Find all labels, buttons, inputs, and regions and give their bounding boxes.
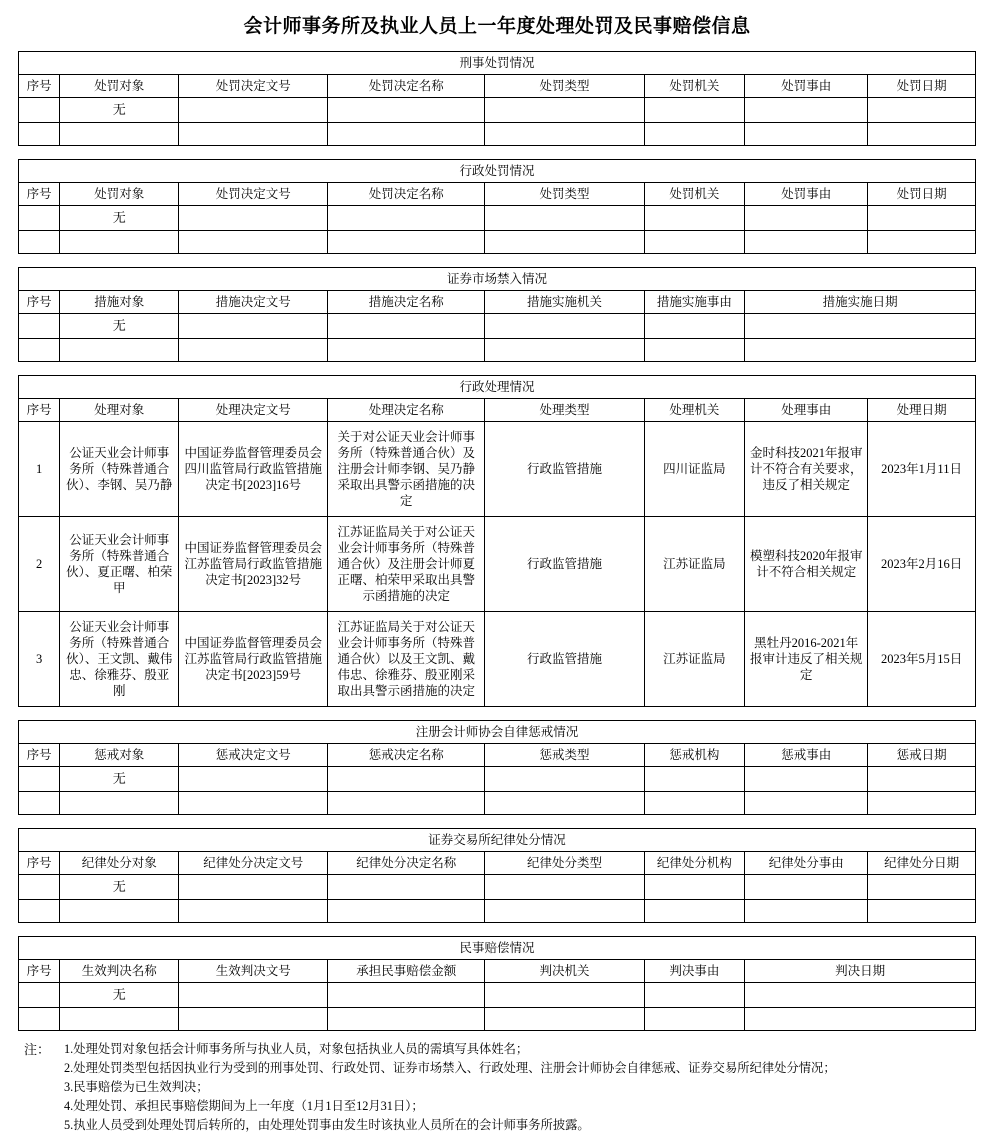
empty-cell: [179, 982, 328, 1007]
empty-cell: [644, 1007, 745, 1030]
column-header: 处罚机关: [644, 182, 745, 205]
empty-cell: [328, 766, 485, 791]
empty-row-cpa-association-discipline: [19, 766, 976, 791]
section-title-row-civil-compensation: [19, 936, 976, 959]
empty-cell: [328, 313, 485, 338]
section-title-administrative-handling: 行政处理情况: [19, 375, 976, 398]
empty-cell: [644, 313, 745, 338]
cell-reason: 模塑科技2020年报审计不符合相关规定: [745, 516, 868, 611]
empty-cell: [868, 205, 976, 230]
column-header: 处罚对象: [60, 182, 179, 205]
empty-cell: [179, 230, 328, 253]
empty-cell: [485, 899, 644, 922]
section-title-civil-compensation: 民事赔偿情况: [19, 936, 976, 959]
column-header: 纪律处分决定文号: [179, 851, 328, 874]
empty-cell: [644, 874, 745, 899]
cell-index: 1: [19, 421, 60, 516]
column-header: 惩戒对象: [60, 743, 179, 766]
column-header: 序号: [19, 851, 60, 874]
section-title-row-exchange-discipline: [19, 828, 976, 851]
empty-cell: [60, 791, 179, 814]
column-header: 处罚事由: [745, 74, 868, 97]
blank-row-criminal-penalty: [19, 122, 976, 145]
empty-cell: [328, 982, 485, 1007]
column-header: 纪律处分日期: [868, 851, 976, 874]
empty-cell: [868, 97, 976, 122]
column-header: 惩戒事由: [745, 743, 868, 766]
empty-cell: [644, 982, 745, 1007]
empty-cell: [179, 122, 328, 145]
column-header: 处理机关: [644, 398, 745, 421]
column-header: 处罚决定文号: [179, 182, 328, 205]
empty-cell: [868, 122, 976, 145]
cell-type: 行政监管措施: [485, 611, 644, 706]
column-header: 处罚决定文号: [179, 74, 328, 97]
cell-authority: 四川证监局: [644, 421, 745, 516]
empty-cell: [19, 122, 60, 145]
spacer-cell: [19, 253, 976, 267]
empty-cell: [485, 313, 644, 338]
none-marker-cell: 无: [60, 766, 179, 791]
empty-cell: [328, 874, 485, 899]
footnotes: [0, 1040, 994, 1135]
cell-decision-number: 中国证券监督管理委员会江苏监管局行政监管措施决定书[2023]32号: [179, 516, 328, 611]
footnote-item: 4.处理处罚、承担民事赔偿期间为上一年度（1月1日至12月31日）；: [64, 1099, 424, 1114]
empty-cell: [745, 230, 868, 253]
empty-cell: [328, 97, 485, 122]
header-row-administrative-penalty: [19, 182, 976, 205]
empty-cell: [485, 982, 644, 1007]
cell-object: 公证天业会计师事务所（特殊普通合伙）、李钢、吴乃静: [60, 421, 179, 516]
empty-cell: [485, 791, 644, 814]
none-marker-cell: 无: [60, 97, 179, 122]
footnotes-label: 注：: [24, 1041, 51, 1057]
spacer-cell: [19, 814, 976, 828]
footnote-item: 5.执业人员受到处理处罚后转所的，由处理处罚事由发生时该执业人员所在的会计师事务所披露。: [64, 1118, 590, 1133]
column-header: 措施实施事由: [644, 290, 745, 313]
column-header: 措施决定文号: [179, 290, 328, 313]
cell-date: 2023年2月16日: [868, 516, 976, 611]
footnote-item: 2.处理处罚类型包括因执业行为受到的刑事处罚、行政处罚、证券市场禁入、行政处理、注册会计师协会自律惩戒、证券交易所纪律处分情况；: [64, 1060, 836, 1075]
empty-cell: [19, 982, 60, 1007]
section-title-row-administrative-handling: [19, 375, 976, 398]
section-spacer: [19, 922, 976, 936]
empty-cell: [179, 791, 328, 814]
column-header: 处理日期: [868, 398, 976, 421]
column-header: 判决日期: [745, 959, 976, 982]
empty-cell: [745, 122, 868, 145]
empty-cell: [745, 313, 976, 338]
empty-cell: [868, 874, 976, 899]
empty-cell: [19, 205, 60, 230]
spacer-cell: [19, 922, 976, 936]
empty-cell: [179, 338, 328, 361]
empty-cell: [179, 899, 328, 922]
column-header: 纪律处分类型: [485, 851, 644, 874]
footnote-item: 1.处理处罚对象包括会计师事务所与执业人员，对象包括执业人员的需填写具体姓名；: [64, 1041, 529, 1056]
header-row-exchange-discipline: [19, 851, 976, 874]
empty-cell: [328, 899, 485, 922]
empty-cell: [644, 230, 745, 253]
section-title-cpa-association-discipline: 注册会计师协会自律惩戒情况: [19, 720, 976, 743]
empty-cell: [328, 122, 485, 145]
column-header: 序号: [19, 182, 60, 205]
empty-cell: [745, 338, 976, 361]
column-header: 惩戒机构: [644, 743, 745, 766]
empty-cell: [644, 338, 745, 361]
table-row: [19, 516, 976, 611]
empty-row-exchange-discipline: [19, 874, 976, 899]
empty-cell: [644, 97, 745, 122]
empty-cell: [485, 205, 644, 230]
column-header: 序号: [19, 74, 60, 97]
column-header: 判决事由: [644, 959, 745, 982]
column-header: 序号: [19, 959, 60, 982]
section-title-securities-market-ban: 证券市场禁入情况: [19, 267, 976, 290]
empty-cell: [328, 205, 485, 230]
column-header: 序号: [19, 290, 60, 313]
cell-index: 2: [19, 516, 60, 611]
empty-cell: [60, 1007, 179, 1030]
cell-decision-name: 关于对公证天业会计师事务所（特殊普通合伙）及注册会计师李钢、吴乃静采取出具警示函措施的决定: [328, 421, 485, 516]
cell-reason: 金时科技2021年报审计不符合有关要求，违反了相关规定: [745, 421, 868, 516]
column-header: 措施对象: [60, 290, 179, 313]
none-marker-cell: 无: [60, 874, 179, 899]
empty-cell: [19, 313, 60, 338]
empty-cell: [485, 122, 644, 145]
empty-cell: [19, 1007, 60, 1030]
column-header: 处理决定文号: [179, 398, 328, 421]
empty-row-civil-compensation: [19, 982, 976, 1007]
cell-index: 3: [19, 611, 60, 706]
empty-cell: [179, 1007, 328, 1030]
column-header: 处罚决定名称: [328, 182, 485, 205]
table-row: [19, 421, 976, 516]
empty-cell: [745, 899, 868, 922]
column-header: 承担民事赔偿金额: [328, 959, 485, 982]
column-header: 惩戒决定文号: [179, 743, 328, 766]
column-header: 纪律处分机构: [644, 851, 745, 874]
empty-cell: [868, 791, 976, 814]
empty-cell: [644, 791, 745, 814]
footnotes-list: [64, 1040, 976, 1135]
footnote-item: 3.民事赔偿为已生效判决；: [64, 1079, 209, 1094]
blank-row-administrative-penalty: [19, 230, 976, 253]
empty-cell: [19, 97, 60, 122]
section-spacer: [19, 361, 976, 375]
column-header: 处罚决定名称: [328, 74, 485, 97]
empty-cell: [868, 899, 976, 922]
column-header: 序号: [19, 398, 60, 421]
empty-cell: [328, 791, 485, 814]
empty-cell: [485, 874, 644, 899]
header-row-criminal-penalty: [19, 74, 976, 97]
column-header: 处理决定名称: [328, 398, 485, 421]
column-header: 惩戒决定名称: [328, 743, 485, 766]
cell-date: 2023年1月11日: [868, 421, 976, 516]
empty-cell: [644, 899, 745, 922]
section-spacer: [19, 706, 976, 720]
empty-cell: [745, 1007, 976, 1030]
empty-cell: [745, 874, 868, 899]
empty-cell: [745, 982, 976, 1007]
empty-cell: [485, 1007, 644, 1030]
page-title: 会计师事务所及执业人员上一年度处理处罚及民事赔偿信息: [243, 16, 751, 37]
column-header: 惩戒类型: [485, 743, 644, 766]
table-body: [19, 51, 976, 1030]
column-header: 处罚事由: [745, 182, 868, 205]
cell-type: 行政监管措施: [485, 421, 644, 516]
column-header: 处罚机关: [644, 74, 745, 97]
tables-container: [0, 51, 994, 1031]
empty-cell: [60, 338, 179, 361]
column-header: 生效判决名称: [60, 959, 179, 982]
blank-row-cpa-association-discipline: [19, 791, 976, 814]
header-row-civil-compensation: [19, 959, 976, 982]
column-header: 措施实施机关: [485, 290, 644, 313]
column-header: 措施实施日期: [745, 290, 976, 313]
cell-decision-number: 中国证券监督管理委员会江苏监管局行政监管措施决定书[2023]59号: [179, 611, 328, 706]
column-header: 措施决定名称: [328, 290, 485, 313]
empty-cell: [745, 97, 868, 122]
empty-cell: [60, 899, 179, 922]
section-spacer: [19, 145, 976, 159]
cell-date: 2023年5月15日: [868, 611, 976, 706]
empty-cell: [644, 122, 745, 145]
section-title-administrative-penalty: 行政处罚情况: [19, 159, 976, 182]
spacer-cell: [19, 361, 976, 375]
column-header: 序号: [19, 743, 60, 766]
section-title-row-securities-market-ban: [19, 267, 976, 290]
blank-row-civil-compensation: [19, 1007, 976, 1030]
column-header: 处罚日期: [868, 74, 976, 97]
empty-cell: [328, 1007, 485, 1030]
column-header: 处罚日期: [868, 182, 976, 205]
header-row-cpa-association-discipline: [19, 743, 976, 766]
cell-authority: 江苏证监局: [644, 516, 745, 611]
empty-cell: [868, 230, 976, 253]
header-row-securities-market-ban: [19, 290, 976, 313]
empty-cell: [485, 230, 644, 253]
none-marker-cell: 无: [60, 205, 179, 230]
empty-cell: [19, 338, 60, 361]
empty-row-criminal-penalty: [19, 97, 976, 122]
spacer-cell: [19, 145, 976, 159]
section-spacer: [19, 814, 976, 828]
column-header: 处罚类型: [485, 182, 644, 205]
empty-row-administrative-penalty: [19, 205, 976, 230]
empty-cell: [60, 230, 179, 253]
empty-cell: [485, 97, 644, 122]
cell-decision-name: 江苏证监局关于对公证天业会计师事务所（特殊普通合伙）及注册会计师夏正曙、柏荣甲采取出具警示函措施的决定: [328, 516, 485, 611]
section-title-exchange-discipline: 证券交易所纪律处分情况: [19, 828, 976, 851]
empty-cell: [19, 766, 60, 791]
empty-row-securities-market-ban: [19, 313, 976, 338]
cell-reason: 黑牡丹2016-2021年报审计违反了相关规定: [745, 611, 868, 706]
section-title-row-criminal-penalty: [19, 51, 976, 74]
empty-cell: [179, 97, 328, 122]
column-header: 处罚对象: [60, 74, 179, 97]
empty-cell: [745, 791, 868, 814]
empty-cell: [179, 313, 328, 338]
column-header: 纪律处分决定名称: [328, 851, 485, 874]
cell-type: 行政监管措施: [485, 516, 644, 611]
section-title-criminal-penalty: 刑事处罚情况: [19, 51, 976, 74]
table-row: [19, 611, 976, 706]
cell-decision-number: 中国证券监督管理委员会四川监管局行政监管措施决定书[2023]16号: [179, 421, 328, 516]
none-marker-cell: 无: [60, 313, 179, 338]
empty-cell: [328, 338, 485, 361]
empty-cell: [644, 205, 745, 230]
column-header: 纪律处分事由: [745, 851, 868, 874]
empty-cell: [179, 205, 328, 230]
column-header: 判决机关: [485, 959, 644, 982]
empty-cell: [745, 205, 868, 230]
column-header: 惩戒日期: [868, 743, 976, 766]
empty-cell: [179, 874, 328, 899]
cell-decision-name: 江苏证监局关于对公证天业会计师事务所（特殊普通合伙）以及王文凯、戴伟忠、徐雅芬、殷亚刚采取出具警示函措施的决定: [328, 611, 485, 706]
empty-cell: [868, 766, 976, 791]
empty-cell: [19, 791, 60, 814]
section-title-row-cpa-association-discipline: [19, 720, 976, 743]
column-header: 处理事由: [745, 398, 868, 421]
cell-authority: 江苏证监局: [644, 611, 745, 706]
blank-row-exchange-discipline: [19, 899, 976, 922]
empty-cell: [485, 766, 644, 791]
empty-cell: [179, 766, 328, 791]
header-row-administrative-handling: [19, 398, 976, 421]
blank-row-securities-market-ban: [19, 338, 976, 361]
column-header: 生效判决文号: [179, 959, 328, 982]
empty-cell: [19, 874, 60, 899]
empty-cell: [328, 230, 485, 253]
empty-cell: [19, 899, 60, 922]
empty-cell: [745, 766, 868, 791]
column-header: 处罚类型: [485, 74, 644, 97]
section-title-row-administrative-penalty: [19, 159, 976, 182]
cell-object: 公证天业会计师事务所（特殊普通合伙）、夏正曙、柏荣甲: [60, 516, 179, 611]
penalty-information-table: [18, 51, 976, 1031]
column-header: 纪律处分对象: [60, 851, 179, 874]
column-header: 处理对象: [60, 398, 179, 421]
column-header: 处理类型: [485, 398, 644, 421]
empty-cell: [19, 230, 60, 253]
empty-cell: [485, 338, 644, 361]
spacer-cell: [19, 706, 976, 720]
section-spacer: [19, 253, 976, 267]
none-marker-cell: 无: [60, 982, 179, 1007]
cell-object: 公证天业会计师事务所（特殊普通合伙）、王文凯、戴伟忠、徐雅芬、殷亚刚: [60, 611, 179, 706]
empty-cell: [60, 122, 179, 145]
empty-cell: [644, 766, 745, 791]
